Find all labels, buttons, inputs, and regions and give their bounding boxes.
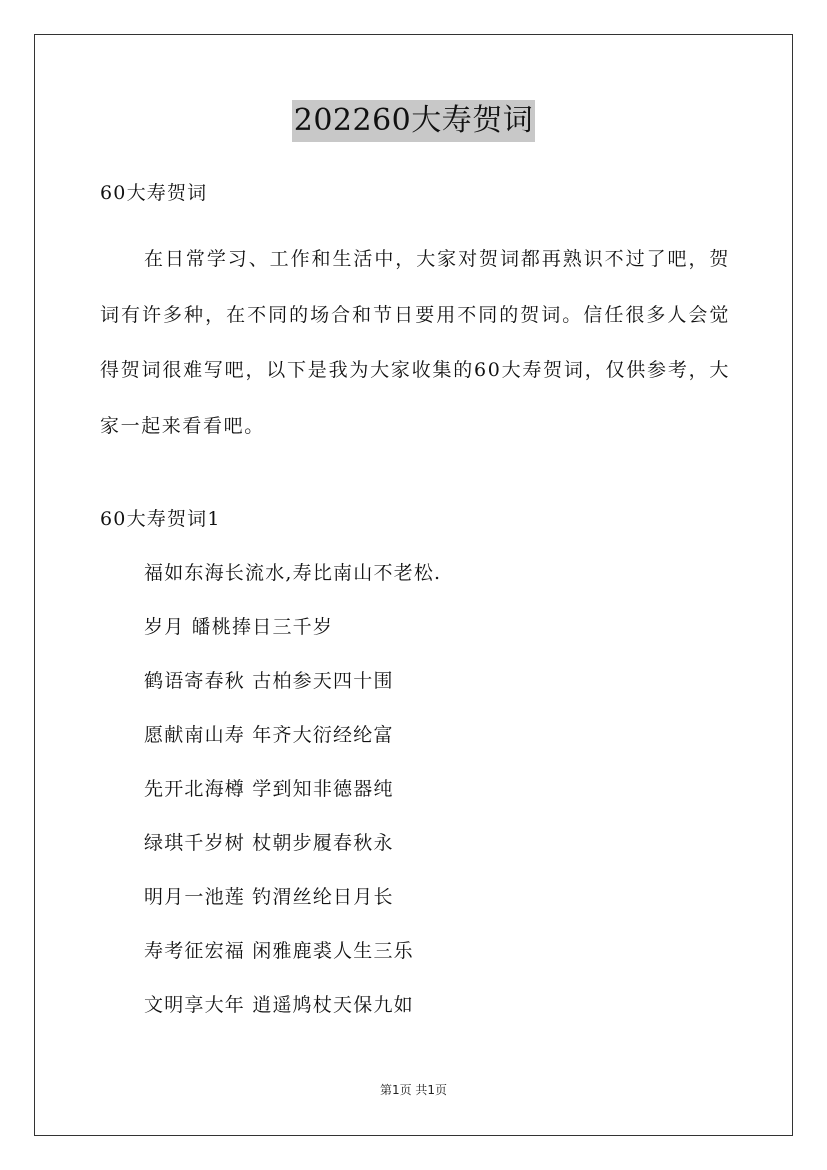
title-container — [0, 100, 827, 142]
greeting-line: 寿考征宏福 闲雅鹿裘人生三乐 — [144, 940, 414, 962]
greeting-line: 绿琪千岁树 杖朝步履春秋永 — [144, 832, 394, 854]
intro-paragraph: 在日常学习、工作和生活中，大家对贺词都再熟识不过了吧，贺词有许多种，在不同的场合和节日要用不同的贺词。信任很多人会觉得贺词很难写吧，以下是我为大家收集的60大寿贺词，仅供参考，大家一起来看看吧。 — [100, 248, 730, 437]
section-heading: 60大寿贺词 — [100, 182, 208, 204]
greeting-line: 福如东海长流水,寿比南山不老松. — [144, 562, 442, 584]
greeting-line: 鹤语寄春秋 古柏参天四十围 — [144, 670, 394, 692]
page-footer: 第1页 共1页 — [379, 1083, 448, 1097]
greeting-line: 愿献南山寿 年齐大衍经纶富 — [144, 724, 394, 746]
greeting-line: 先开北海樽 学到知非德器纯 — [144, 778, 394, 800]
greeting-line: 岁月 皤桃捧日三千岁 — [144, 616, 334, 638]
greeting-line: 文明享大年 逍遥鸠杖天保九如 — [144, 994, 414, 1016]
greeting-line: 明月一池莲 钓渭丝纶日月长 — [144, 886, 394, 908]
section1-heading: 60大寿贺词1 — [100, 508, 221, 530]
document-title: 202260大寿贺词 — [292, 100, 536, 142]
